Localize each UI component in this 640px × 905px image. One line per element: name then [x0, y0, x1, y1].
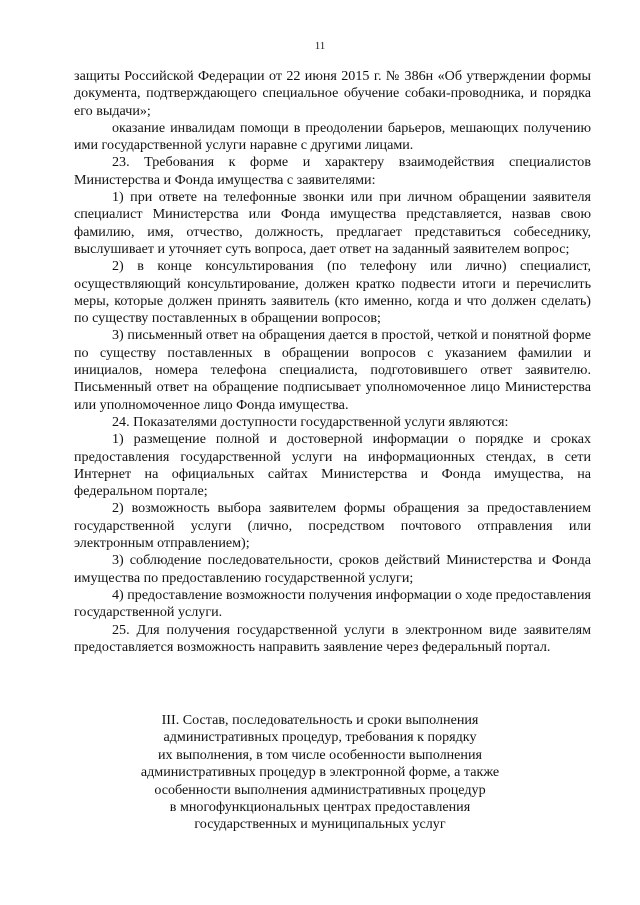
paragraph: 4) предоставление возможности получения информации о ходе предоставления государственной услуги. — [74, 586, 592, 621]
section-heading — [120, 712, 520, 834]
paragraph-continuation: защиты Российской Федерации от 22 июня 2015 г. № 386н «Об утверждении формы документа, подтверждающего специальное обучение собаки-проводника, и порядка его выдачи»; — [74, 68, 591, 119]
paragraph: 2) возможность выбора заявителем формы обращения за предоставлением государственной услуги (лично, посредством почтового отправления или электронным отправлением); — [74, 500, 591, 552]
paragraph: оказание инвалидам помощи в преодолении барьеров, мешающих получению ими государственной услуги наравне с другими лицами. — [74, 119, 591, 154]
section-heading-line: в многофункциональных центрах предоставления — [169, 799, 471, 816]
section-heading-line: государственных и муниципальных услуг — [194, 816, 446, 833]
paragraph-item-24: 24. Показателями доступности государственной услуги являются: — [112, 413, 509, 430]
paragraph-item-23: 23. Требования к форме и характеру взаимодействия специалистов Министерства и Фонда имущества с заявителями: — [74, 154, 591, 188]
section-heading-line: административных процедур, требования к порядку — [163, 729, 477, 746]
paragraph: 3) соблюдение последовательности, сроков действий Министерства и Фонда имущества по предоставлению государственной услуги; — [74, 552, 591, 586]
section-heading-line: их выполнения, в том числе особенности выполнения — [158, 746, 482, 763]
section-heading-line: особенности выполнения административных процедур — [154, 781, 486, 798]
paragraph-item-25: 25. Для получения государственной услуги в электронном виде заявителям предоставляется возможность направить заявление через федеральный портал. — [74, 621, 591, 655]
section-heading-line: III. Состав, последовательность и сроки выполнения — [161, 712, 479, 728]
paragraph: 2) в конце консультирования (по телефону или лично) специалист, осуществляющий консультирование, должен кратко подвести итоги и перечислить меры, которые должен принять заявитель (кто именно, когда и что должен сделать) по существу поставленных в обращении вопросов; — [74, 258, 591, 327]
paragraph: 3) письменный ответ на обращения дается в простой, четкой и понятной форме по существу поставленных в обращении вопросов с указанием фамилии и инициалов, номера телефона специалиста, подготовившего ответ заявителю. Письменный ответ на обращение подписывает уполномоченное лицо Министерства или уполномоченное лицо Фонда имущества. — [74, 327, 591, 413]
section-heading-line: административных процедур в электронной форме, а также — [140, 764, 500, 781]
page-number: 11 — [314, 40, 326, 52]
paragraph: 1) при ответе на телефонные звонки или при личном обращении заявителя специалист Министерства или Фонда имущества представляется, назвав свою фамилию, имя, отчество, должность, предлагает представиться собеседнику, выслушивает и уточняет суть вопроса, дает ответ на заданный заявителем вопрос; — [74, 189, 591, 257]
paragraph: 1) размещение полной и достоверной информации о порядке и сроках предоставления государственной услуги на информационных стендах, в сети Интернет на официальных сайтах Министерства и Фонда имущества, на федеральном портале; — [74, 431, 591, 500]
document-body — [74, 68, 591, 656]
